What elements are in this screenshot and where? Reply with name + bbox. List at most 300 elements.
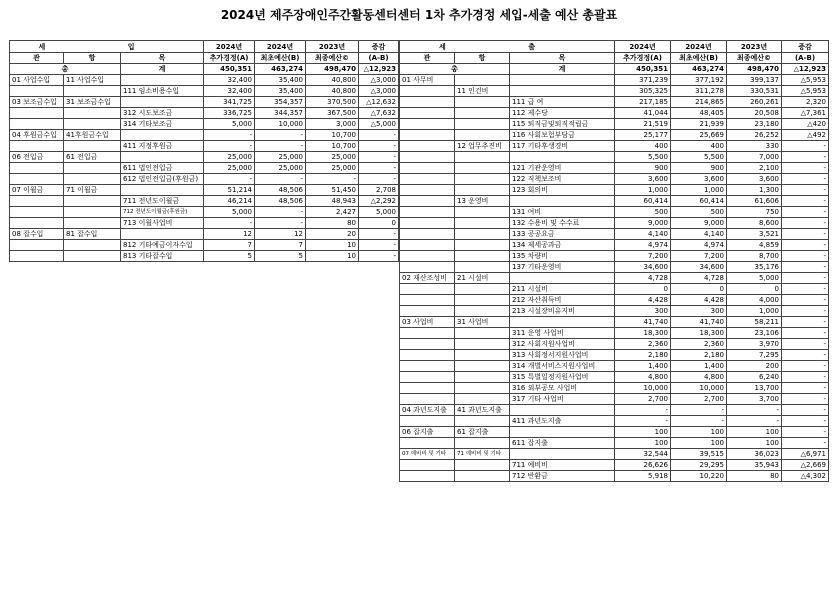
expense-gwan-cell xyxy=(400,438,455,449)
expense-value-b: 48,405 xyxy=(671,108,727,119)
expense-total-row xyxy=(400,64,829,75)
income-hang-cell xyxy=(64,196,121,207)
income-gwan-cell: 04 후원금수입 xyxy=(10,130,64,141)
expense-gwan-cell: 04 과년도지출 xyxy=(400,405,455,416)
expense-value-a: 5,918 xyxy=(615,471,671,482)
expense-value-b: 60,414 xyxy=(671,196,727,207)
expense-value-d: - xyxy=(782,163,829,174)
income-value-b: - xyxy=(255,218,306,229)
expense-value-c: 35,943 xyxy=(727,460,782,471)
expense-value-b: - xyxy=(671,405,727,416)
income-hang-cell xyxy=(64,141,121,152)
expense-hang-cell xyxy=(455,416,510,427)
expense-value-b: 34,600 xyxy=(671,262,727,273)
income-gwan-cell xyxy=(10,240,64,251)
income-header-y4: 증감 xyxy=(359,41,399,53)
expense-table-row xyxy=(400,273,829,284)
income-gwan-cell: 03 보조금수입 xyxy=(10,97,64,108)
income-header-y3b: 최종예산© xyxy=(306,53,359,64)
expense-value-b: 0 xyxy=(671,284,727,295)
income-value-a: 32,400 xyxy=(204,75,255,86)
expense-value-a: 4,140 xyxy=(615,229,671,240)
expense-value-a: 10,000 xyxy=(615,383,671,394)
income-value-a: 341,725 xyxy=(204,97,255,108)
expense-table-row xyxy=(400,460,829,471)
income-value-a: 7 xyxy=(204,240,255,251)
expense-mok-cell: 121 기관운영비 xyxy=(510,163,615,174)
income-value-a: 5 xyxy=(204,251,255,262)
expense-gwan-cell xyxy=(400,361,455,372)
expense-value-c: 3,600 xyxy=(727,174,782,185)
income-mok-cell: 611 법인전입금 xyxy=(121,163,204,174)
expense-value-d: - xyxy=(782,240,829,251)
expense-value-a: 4,800 xyxy=(615,372,671,383)
expense-value-b: 5,500 xyxy=(671,152,727,163)
income-value-c: 20 xyxy=(306,229,359,240)
expense-value-c: 6,240 xyxy=(727,372,782,383)
expense-value-d: - xyxy=(782,251,829,262)
income-mok-cell xyxy=(121,97,204,108)
expense-value-c: 100 xyxy=(727,438,782,449)
income-hang-cell xyxy=(64,240,121,251)
income-table-row xyxy=(10,251,399,262)
expense-value-c: 4,000 xyxy=(727,295,782,306)
expense-value-d: - xyxy=(782,273,829,284)
income-hang-cell xyxy=(64,108,121,119)
expense-value-c: 3,970 xyxy=(727,339,782,350)
expense-table-row xyxy=(400,416,829,427)
income-header-y2: 2024년 xyxy=(255,41,306,53)
income-value-d: - xyxy=(359,251,399,262)
expense-gwan-cell xyxy=(400,460,455,471)
income-mok-cell xyxy=(121,185,204,196)
income-value-b: - xyxy=(255,130,306,141)
expense-value-c: 2,100 xyxy=(727,163,782,174)
income-value-d: 2,708 xyxy=(359,185,399,196)
income-value-d: △12,632 xyxy=(359,97,399,108)
expense-value-d: - xyxy=(782,174,829,185)
expense-gwan-cell: 06 잡지출 xyxy=(400,427,455,438)
expense-hang-cell xyxy=(455,306,510,317)
expense-mok-cell: 117 기타후생경비 xyxy=(510,141,615,152)
expense-mok-cell: 132 수용비 및 수수료 xyxy=(510,218,615,229)
expense-value-c: 8,700 xyxy=(727,251,782,262)
expense-value-b: 10,000 xyxy=(671,383,727,394)
expense-hang-cell: 21 시설비 xyxy=(455,273,510,284)
expense-value-a: 4,974 xyxy=(615,240,671,251)
expense-value-a: 32,544 xyxy=(615,449,671,460)
expense-value-a: 1,000 xyxy=(615,185,671,196)
expense-value-a: 26,626 xyxy=(615,460,671,471)
expense-value-c: 100 xyxy=(727,427,782,438)
expense-gwan-cell xyxy=(400,196,455,207)
expense-value-d: - xyxy=(782,372,829,383)
income-header-gwan: 관 xyxy=(10,53,64,64)
expense-table-row xyxy=(400,108,829,119)
expense-value-b: 9,000 xyxy=(671,218,727,229)
expense-value-c: 36,023 xyxy=(727,449,782,460)
expense-mok-cell: 135 차량비 xyxy=(510,251,615,262)
expense-hang-cell xyxy=(455,339,510,350)
expense-table-row xyxy=(400,361,829,372)
expense-gwan-cell xyxy=(400,97,455,108)
expense-mok-cell: 213 시설장비유지비 xyxy=(510,306,615,317)
expense-value-a: 18,300 xyxy=(615,328,671,339)
income-value-c: 10,700 xyxy=(306,130,359,141)
expense-mok-cell: 311 운영 사업비 xyxy=(510,328,615,339)
expense-value-d: - xyxy=(782,317,829,328)
expense-table-row xyxy=(400,163,829,174)
income-hang-cell xyxy=(64,163,121,174)
income-value-c: 25,000 xyxy=(306,152,359,163)
income-value-d: △3,000 xyxy=(359,86,399,97)
expense-value-a: 1,400 xyxy=(615,361,671,372)
expense-table-row xyxy=(400,251,829,262)
expense-hang-cell xyxy=(455,130,510,141)
income-value-b: 10,000 xyxy=(255,119,306,130)
expense-table-row xyxy=(400,471,829,482)
expense-value-c: 4,859 xyxy=(727,240,782,251)
income-gwan-cell xyxy=(10,207,64,218)
expense-value-a: 900 xyxy=(615,163,671,174)
income-table-row xyxy=(10,119,399,130)
expense-table-row xyxy=(400,86,829,97)
expense-table-row xyxy=(400,97,829,108)
expense-mok-cell: 711 예비비 xyxy=(510,460,615,471)
expense-mok-cell: 134 제세공과금 xyxy=(510,240,615,251)
income-mok-cell: 713 이월사업비 xyxy=(121,218,204,229)
expense-value-c: 61,606 xyxy=(727,196,782,207)
income-value-b: 48,506 xyxy=(255,185,306,196)
expense-value-d: - xyxy=(782,427,829,438)
income-mok-cell: 314 기타보조금 xyxy=(121,119,204,130)
expense-value-b: 29,295 xyxy=(671,460,727,471)
income-value-a: - xyxy=(204,141,255,152)
expense-value-c: 58,211 xyxy=(727,317,782,328)
expense-value-c: 23,106 xyxy=(727,328,782,339)
expense-hang-cell: 12 업무추진비 xyxy=(455,141,510,152)
income-gwan-cell: 06 전입금 xyxy=(10,152,64,163)
expense-hang-cell xyxy=(455,119,510,130)
expense-value-d: - xyxy=(782,262,829,273)
income-total-label2: 계 xyxy=(121,64,204,75)
expense-value-b: 41,740 xyxy=(671,317,727,328)
expense-table-row xyxy=(400,185,829,196)
expense-value-b: 300 xyxy=(671,306,727,317)
income-table-row xyxy=(10,174,399,185)
expense-hang-cell xyxy=(455,240,510,251)
income-header-y2b: 최초예산(B) xyxy=(255,53,306,64)
expense-value-d: - xyxy=(782,350,829,361)
income-value-b: 7 xyxy=(255,240,306,251)
income-gwan-cell xyxy=(10,251,64,262)
expense-value-b: 377,192 xyxy=(671,75,727,86)
expense-header-y3: 2023년 xyxy=(727,41,782,53)
expense-hang-cell xyxy=(455,438,510,449)
expense-total-c: 498,470 xyxy=(727,64,782,75)
income-value-c: 10 xyxy=(306,240,359,251)
expense-hang-cell xyxy=(455,152,510,163)
income-value-b: 35,400 xyxy=(255,75,306,86)
expense-gwan-cell xyxy=(400,284,455,295)
income-table-row xyxy=(10,163,399,174)
expense-hang-cell: 13 운영비 xyxy=(455,196,510,207)
expense-table-row xyxy=(400,383,829,394)
expense-value-c: 20,508 xyxy=(727,108,782,119)
income-table-row xyxy=(10,218,399,229)
income-value-d: 0 xyxy=(359,218,399,229)
expense-table-row xyxy=(400,174,829,185)
expense-gwan-cell: 03 사업비 xyxy=(400,317,455,328)
expense-table-row xyxy=(400,295,829,306)
income-header-y1: 2024년 xyxy=(204,41,255,53)
expense-hang-cell xyxy=(455,328,510,339)
expense-mok-cell: 611 잡지출 xyxy=(510,438,615,449)
expense-value-b: 2,700 xyxy=(671,394,727,405)
expense-value-b: 214,865 xyxy=(671,97,727,108)
income-table-row xyxy=(10,130,399,141)
expense-value-a: 2,700 xyxy=(615,394,671,405)
expense-gwan-cell: 01 사무비 xyxy=(400,75,455,86)
expense-value-d: △7,361 xyxy=(782,108,829,119)
income-value-d: - xyxy=(359,229,399,240)
expense-hang-cell xyxy=(455,350,510,361)
expense-gwan-cell xyxy=(400,207,455,218)
expense-gwan-cell: 07 예비비 및 기타 xyxy=(400,449,455,460)
expense-table-row xyxy=(400,196,829,207)
expense-value-b: 4,974 xyxy=(671,240,727,251)
expense-total-label: 총 xyxy=(400,64,510,75)
expense-value-c: 399,137 xyxy=(727,75,782,86)
expense-table-row xyxy=(400,130,829,141)
expense-hang-cell xyxy=(455,460,510,471)
expense-value-a: 217,185 xyxy=(615,97,671,108)
expense-mok-cell: 316 외부공모 사업비 xyxy=(510,383,615,394)
expense-section-label: 세 출 xyxy=(400,41,615,53)
expense-value-d: - xyxy=(782,394,829,405)
expense-hang-cell xyxy=(455,295,510,306)
expense-value-b: 4,428 xyxy=(671,295,727,306)
expense-table-row xyxy=(400,218,829,229)
expense-value-b: 2,360 xyxy=(671,339,727,350)
income-value-d: △2,292 xyxy=(359,196,399,207)
expense-value-b: 4,728 xyxy=(671,273,727,284)
income-value-d: △3,000 xyxy=(359,75,399,86)
expense-table-row xyxy=(400,449,829,460)
expense-value-a: 500 xyxy=(615,207,671,218)
expense-table-row xyxy=(400,262,829,273)
expense-gwan-cell xyxy=(400,328,455,339)
income-gwan-cell xyxy=(10,218,64,229)
income-value-d: △7,632 xyxy=(359,108,399,119)
expense-value-b: 25,669 xyxy=(671,130,727,141)
expense-mok-cell: 133 공공요금 xyxy=(510,229,615,240)
income-total-label: 총 xyxy=(10,64,121,75)
expense-value-d: - xyxy=(782,416,829,427)
expense-gwan-cell xyxy=(400,339,455,350)
expense-table xyxy=(399,40,829,482)
income-total-d: △12,923 xyxy=(359,64,399,75)
expense-table-row xyxy=(400,438,829,449)
expense-mok-cell: 211 시설비 xyxy=(510,284,615,295)
expense-value-d: - xyxy=(782,284,829,295)
income-value-c: 51,450 xyxy=(306,185,359,196)
income-value-a: 46,214 xyxy=(204,196,255,207)
expense-hang-cell xyxy=(455,207,510,218)
expense-header-y4: 증감 xyxy=(782,41,829,53)
expense-header-gwan: 관 xyxy=(400,53,455,64)
expense-value-a: 41,044 xyxy=(615,108,671,119)
expense-value-c: 26,252 xyxy=(727,130,782,141)
income-table-row xyxy=(10,240,399,251)
expense-hang-cell: 31 사업비 xyxy=(455,317,510,328)
expense-header-y2b: 최초예산(B) xyxy=(671,53,727,64)
expense-value-d: △492 xyxy=(782,130,829,141)
income-value-c: 2,427 xyxy=(306,207,359,218)
expense-total-label2: 계 xyxy=(510,64,615,75)
expense-value-a: 3,600 xyxy=(615,174,671,185)
income-value-b: 5 xyxy=(255,251,306,262)
income-value-a: 5,000 xyxy=(204,119,255,130)
income-table-row xyxy=(10,86,399,97)
expense-mok-cell xyxy=(510,273,615,284)
expense-header-hang: 항 xyxy=(455,53,510,64)
income-value-c: 367,500 xyxy=(306,108,359,119)
expense-table-row xyxy=(400,284,829,295)
expense-value-a: 2,360 xyxy=(615,339,671,350)
expense-value-d: - xyxy=(782,141,829,152)
expense-mok-cell: 112 제수당 xyxy=(510,108,615,119)
expense-value-c: 7,295 xyxy=(727,350,782,361)
income-total-c: 498,470 xyxy=(306,64,359,75)
income-mok-cell: 411 지정후원금 xyxy=(121,141,204,152)
income-mok-cell: 111 임소비용수입 xyxy=(121,86,204,97)
income-value-a: 12 xyxy=(204,229,255,240)
expense-value-c: 0 xyxy=(727,284,782,295)
income-value-c: 48,943 xyxy=(306,196,359,207)
income-table xyxy=(9,40,399,262)
expense-value-d: - xyxy=(782,207,829,218)
income-table-row xyxy=(10,196,399,207)
expense-gwan-cell xyxy=(400,350,455,361)
income-header-y3: 2023년 xyxy=(306,41,359,53)
expense-gwan-cell xyxy=(400,163,455,174)
income-gwan-cell: 01 사업수입 xyxy=(10,75,64,86)
expense-value-a: 5,500 xyxy=(615,152,671,163)
expense-value-c: 35,176 xyxy=(727,262,782,273)
expense-gwan-cell xyxy=(400,471,455,482)
income-value-d: - xyxy=(359,163,399,174)
expense-hang-cell xyxy=(455,163,510,174)
expense-hang-cell xyxy=(455,361,510,372)
expense-value-d: - xyxy=(782,185,829,196)
expense-value-c: 3,700 xyxy=(727,394,782,405)
expense-table-row xyxy=(400,141,829,152)
expense-value-c: 8,600 xyxy=(727,218,782,229)
expense-value-d: - xyxy=(782,438,829,449)
expense-value-b: 4,140 xyxy=(671,229,727,240)
income-mok-cell: 711 전년도이월금 xyxy=(121,196,204,207)
expense-value-c: 750 xyxy=(727,207,782,218)
expense-gwan-cell xyxy=(400,130,455,141)
income-value-b: - xyxy=(255,207,306,218)
income-value-d: - xyxy=(359,130,399,141)
expense-table-row xyxy=(400,394,829,405)
expense-value-a: 0 xyxy=(615,284,671,295)
expense-header-y1b: 추가경정(A) xyxy=(615,53,671,64)
expense-hang-cell xyxy=(455,262,510,273)
expense-value-b: 2,180 xyxy=(671,350,727,361)
expense-value-b: 100 xyxy=(671,427,727,438)
expense-value-b: 400 xyxy=(671,141,727,152)
expense-mok-cell: 212 자산취득비 xyxy=(510,295,615,306)
expense-value-d: - xyxy=(782,383,829,394)
expense-value-d: △2,669 xyxy=(782,460,829,471)
expense-gwan-cell xyxy=(400,251,455,262)
expense-value-a: 400 xyxy=(615,141,671,152)
expense-hang-cell xyxy=(455,471,510,482)
income-mok-cell: 612 법인전입금(후원금) xyxy=(121,174,204,185)
income-gwan-cell xyxy=(10,141,64,152)
expense-value-c: 1,300 xyxy=(727,185,782,196)
income-hang-cell: 61 전입금 xyxy=(64,152,121,163)
income-hang-cell xyxy=(64,207,121,218)
expense-value-d: △5,953 xyxy=(782,86,829,97)
expense-value-a: 305,325 xyxy=(615,86,671,97)
expense-table-row xyxy=(400,152,829,163)
expense-value-a: - xyxy=(615,405,671,416)
expense-value-d: - xyxy=(782,361,829,372)
expense-mok-cell: 315 특별일정지원사업비 xyxy=(510,372,615,383)
expense-hang-cell xyxy=(455,251,510,262)
expense-value-b: 7,200 xyxy=(671,251,727,262)
expense-gwan-cell xyxy=(400,152,455,163)
expense-value-b: 500 xyxy=(671,207,727,218)
expense-value-d: - xyxy=(782,152,829,163)
expense-mok-cell xyxy=(510,75,615,86)
income-hang-cell xyxy=(64,174,121,185)
expense-value-c: 5,000 xyxy=(727,273,782,284)
income-mok-cell: 813 기타잡수입 xyxy=(121,251,204,262)
expense-gwan-cell xyxy=(400,141,455,152)
expense-hang-cell: 71 예비비 및 기타 xyxy=(455,449,510,460)
expense-header-mok: 목 xyxy=(510,53,615,64)
income-mok-cell: 312 시도보조금 xyxy=(121,108,204,119)
income-value-c: 40,800 xyxy=(306,75,359,86)
expense-gwan-cell xyxy=(400,218,455,229)
income-value-c: - xyxy=(306,174,359,185)
expense-value-c: 80 xyxy=(727,471,782,482)
expense-value-d: 2,320 xyxy=(782,97,829,108)
expense-value-b: 3,600 xyxy=(671,174,727,185)
expense-value-b: - xyxy=(671,416,727,427)
income-header-hang: 항 xyxy=(64,53,121,64)
expense-value-b: 21,939 xyxy=(671,119,727,130)
expense-mok-cell xyxy=(510,196,615,207)
income-value-d: - xyxy=(359,141,399,152)
income-hang-cell xyxy=(64,251,121,262)
expense-mok-cell xyxy=(510,449,615,460)
expense-hang-cell xyxy=(455,174,510,185)
expense-value-a: 34,600 xyxy=(615,262,671,273)
expense-mok-cell: 314 개별서비스지원사업비 xyxy=(510,361,615,372)
income-mok-cell: 812 기타예금이자수입 xyxy=(121,240,204,251)
expense-value-a: 7,200 xyxy=(615,251,671,262)
expense-mok-cell: 115 퇴직금및퇴직적립금 xyxy=(510,119,615,130)
expense-gwan-cell xyxy=(400,383,455,394)
expense-value-d: - xyxy=(782,328,829,339)
expense-gwan-cell xyxy=(400,262,455,273)
